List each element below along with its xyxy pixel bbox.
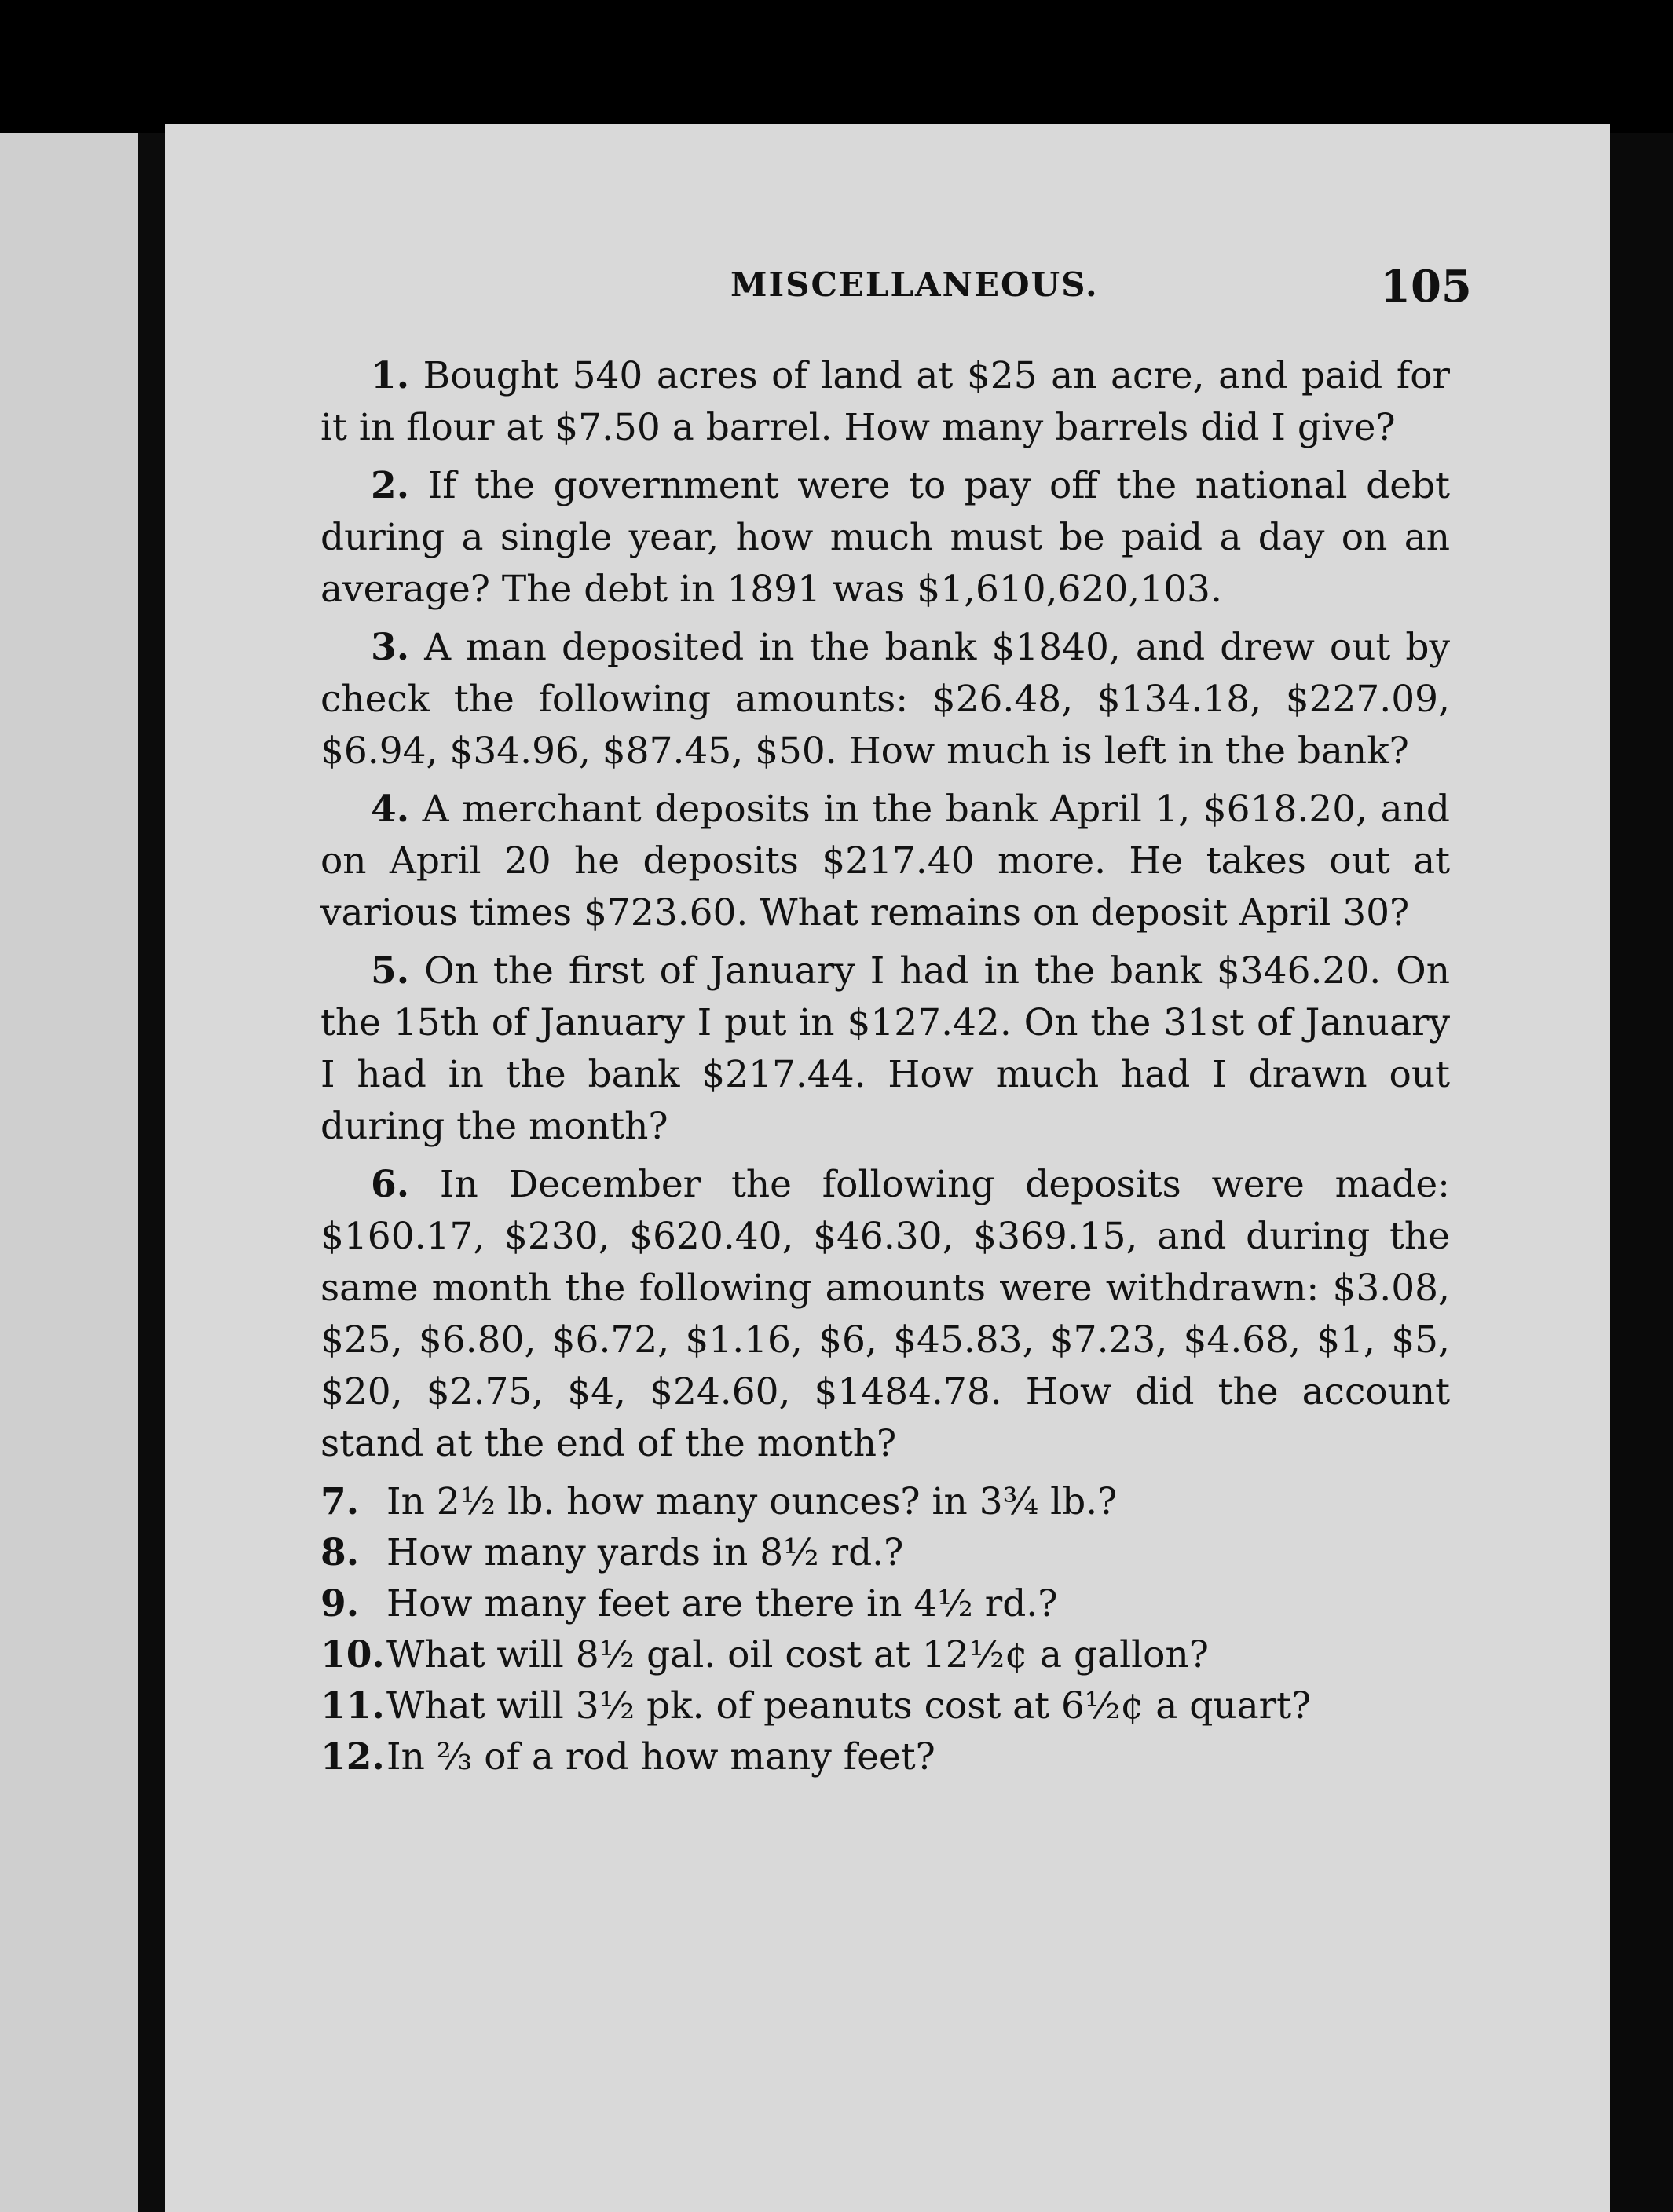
problem-number: 8. bbox=[320, 1531, 360, 1574]
problem-9 bbox=[320, 1578, 1450, 1629]
right-background bbox=[1610, 133, 1673, 2212]
problem-text: How many yards in 8½ rd.? bbox=[386, 1531, 904, 1574]
problem-10 bbox=[320, 1629, 1450, 1680]
problem-number: 5. bbox=[371, 949, 410, 993]
problem-text: On the first of January I had in the bank $346.20. On the 15th of January I put in $127.42. On the 31st of January I had in the bank $217.44. How much had I drawn out during the month? bbox=[320, 949, 1450, 1148]
problem-number: 10. bbox=[320, 1633, 385, 1676]
problem-text: How many feet are there in 4½ rd.? bbox=[386, 1582, 1058, 1625]
problem-number: 1. bbox=[371, 354, 410, 397]
page-number: 105 bbox=[1380, 261, 1472, 313]
problem-number: 2. bbox=[371, 464, 410, 507]
problem-3 bbox=[320, 622, 1450, 777]
book-spine-shadow bbox=[138, 133, 165, 2212]
problem-text: A man deposited in the bank $1840, and drew out by check the following amounts: $26.48, $134.18, $227.09, $6.94, $34.96, $87.45, $50. How much is left in the bank? bbox=[320, 626, 1450, 773]
problem-number: 6. bbox=[371, 1163, 410, 1206]
problem-5 bbox=[320, 945, 1450, 1153]
problem-text: In December the following deposits were made: $160.17, $230, $620.40, $46.30, $369.15, and during the same month the following amounts were withdrawn: $3.08, $25, $6.80, $6.72, $1.16, $6, $45.83, $7.23, $4.68, $1, $5, $20, $2.75, $4, $24.60, $1484.78. How did the account stand at the end of the month? bbox=[320, 1163, 1450, 1465]
running-header: MISCELLANEOUS. bbox=[730, 265, 1099, 304]
problem-6 bbox=[320, 1159, 1450, 1470]
problem-text: What will 8½ gal. oil cost at 12½¢ a gallon? bbox=[386, 1633, 1209, 1676]
problem-8 bbox=[320, 1527, 1450, 1578]
problem-number: 3. bbox=[371, 626, 410, 669]
problem-number: 11. bbox=[320, 1684, 385, 1728]
problem-text: What will 3½ pk. of peanuts cost at 6½¢ a quart? bbox=[386, 1684, 1312, 1728]
problem-number: 7. bbox=[320, 1480, 360, 1523]
problem-1 bbox=[320, 350, 1450, 454]
problem-11 bbox=[320, 1680, 1450, 1731]
problem-number: 4. bbox=[371, 788, 410, 831]
problem-list bbox=[320, 350, 1450, 1782]
problem-2 bbox=[320, 460, 1450, 616]
left-page-edge bbox=[0, 133, 148, 2212]
problem-12 bbox=[320, 1731, 1450, 1782]
problem-7 bbox=[320, 1476, 1450, 1527]
problem-text: Bought 540 acres of land at $25 an acre, and paid for it in flour at $7.50 a barrel. How many barrels did I give? bbox=[320, 354, 1450, 449]
problem-number: 12. bbox=[320, 1735, 385, 1779]
problem-text: In 2½ lb. how many ounces? in 3¾ lb.? bbox=[386, 1480, 1118, 1523]
problem-text: If the government were to pay off the national debt during a single year, how much must be paid a day on an average? The debt in 1891 was $1,610,620,103. bbox=[320, 464, 1450, 611]
problem-text: In ⅔ of a rod how many feet? bbox=[386, 1735, 935, 1779]
problem-number: 9. bbox=[320, 1582, 360, 1625]
problem-4 bbox=[320, 784, 1450, 939]
problem-text: A merchant deposits in the bank April 1, $618.20, and on April 20 he deposits $217.40 more. He takes out at various times $723.60. What remains on deposit April 30? bbox=[320, 788, 1450, 934]
